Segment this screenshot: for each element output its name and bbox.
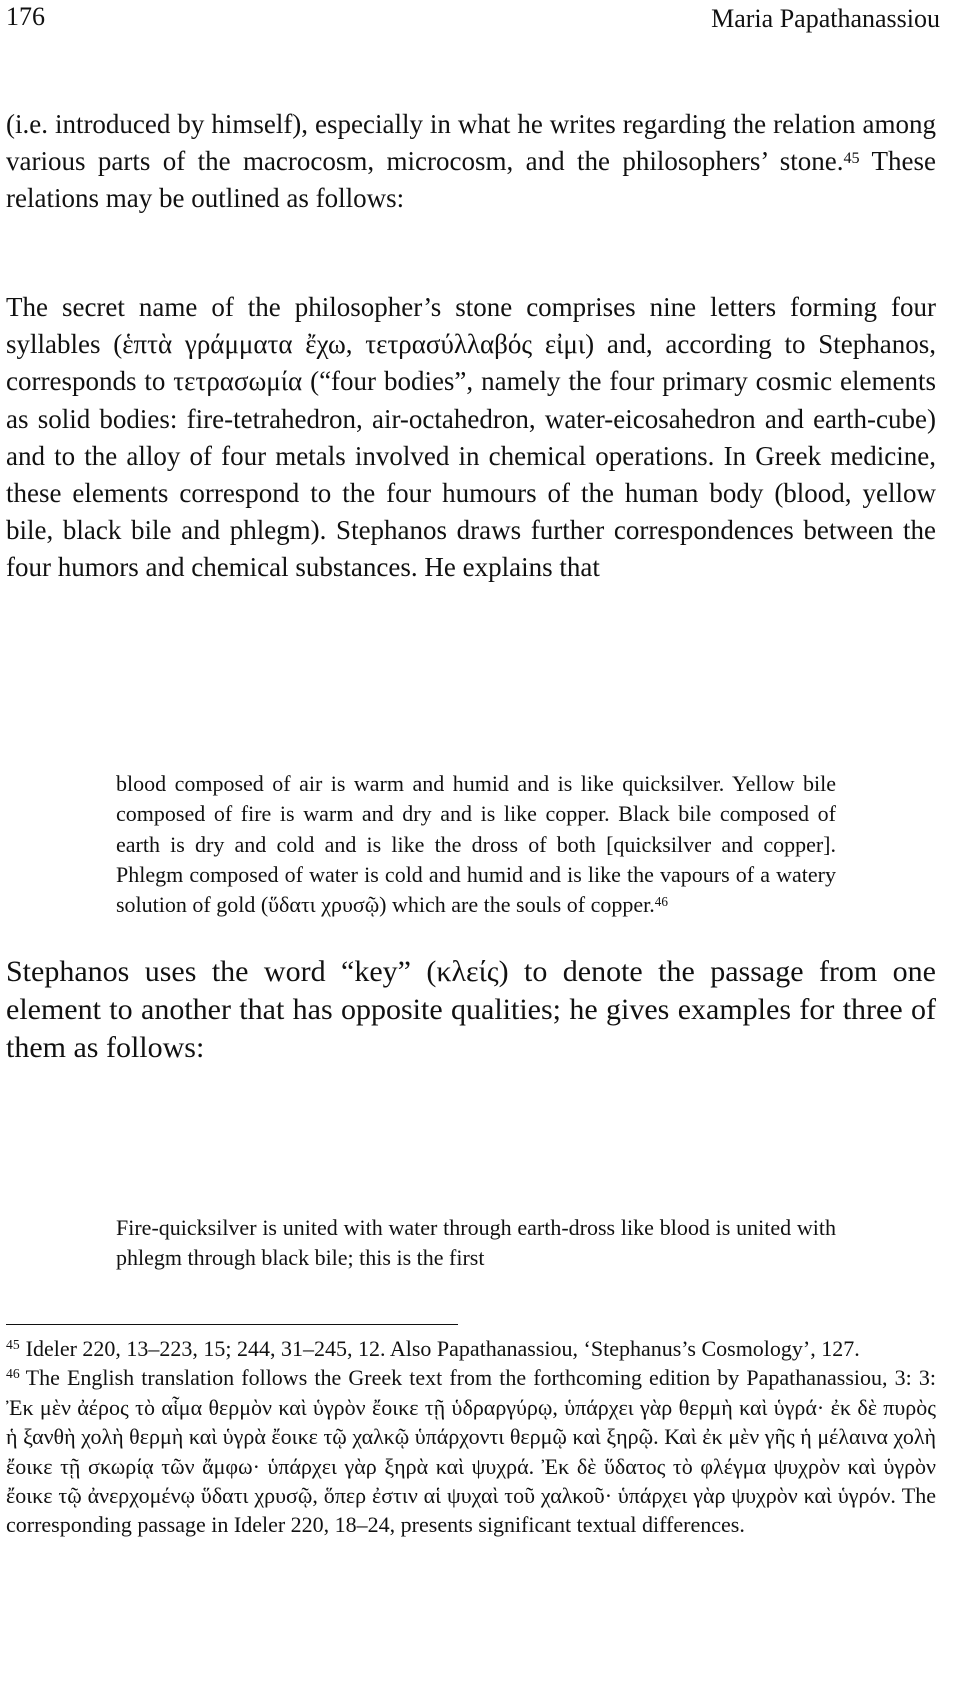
secret-name-paragraph: The secret name of the philosopher’s stone comprises nine letters forming four syllables (ἑπτὰ γράμματα ἔχω, τετρασύλλαβός εἰμι) and, according to Stephanos, corresponds to τετρασωμία (“four bodies”, namely the four primary cosmic elements as solid bodies: fire-tetrahedron, air-octahedron, water-eicosahedron and earth-cube) and to the alloy of four metals involved in chemical operations. In Greek medicine, these elements correspond to the four humours of the human body (blood, yellow bile, black bile and phlegm). Stephanos draws further correspondences between the four humors and chemical substances. He explains that [6, 292, 936, 583]
footnote-text: Ideler 220, 13–223, 15; 244, 31–245, 12. Also Papathanassiou, ‘Stephanus’s Cosmology’, 127. [25, 1336, 860, 1361]
intro-text: (i.e. introduced by himself), especially in what he writes regarding the relation among various parts of the macrocosm, microcosm, and the philosophers’ stone. [6, 109, 936, 177]
footnote-46 [6, 1363, 936, 1539]
key-paragraph: Stephanos uses the word “key” (κλείς) to denote the passage from one element to another that has opposite qualities; he gives examples for three of them as follows: [6, 955, 936, 1064]
footnote-ref-46: 46 [654, 894, 668, 910]
intro-paragraph [6, 106, 936, 218]
intro-text-continued: These relations may be outlined as follows: [6, 146, 936, 214]
footnote-ref-45: 45 [843, 148, 860, 167]
footnote-separator [6, 1324, 458, 1325]
key-block-quote: Fire-quicksilver is united with water through earth-dross like blood is united with phlegm through black bile; this is the first [116, 1215, 836, 1271]
footnote-text: The English translation follows the Greek text from the forthcoming edition by Papathanassiou, 3: 3: Ἐκ μὲν ἀέρος τὸ αἷμα θερμὸν καὶ ὑγρὸν ἔοικε τῇ ὑδραργύρῳ, ὑπάρχει γὰρ θερμὴ καὶ ὑγρά· ἐκ δὲ πυρὸς ἡ ξανθὴ χολὴ θερμὴ καὶ ὑγρὰ ἔοικε τῷ χαλκῷ ὑπάρχοντι θερμῷ καὶ ξηρῷ. Καὶ ἐκ μὲν γῆς ἡ μέλαινα χολὴ ἔοικε τῇ σκωρίᾳ τῶν ἄμφω· ὑπάρχει γὰρ ξηρὰ καὶ ψυχρά. Ἐκ δὲ ὕδατος τὸ φλέγμα ψυχρὸν καὶ ὑγρὸν ἔοικε τῷ ἀνερχομένῳ ὕδατι χρυσῷ, ὅπερ ἐστιν αἱ ψυχαὶ τοῦ χαλκοῦ· ὑπάρχει γὰρ ψυχρὸν καὶ ὑγρόν. The corresponding passage in Ideler 220, 18–24, presents significant textual differences. [6, 1365, 936, 1538]
footnote-45 [6, 1334, 936, 1363]
humours-quote-text: blood composed of air is warm and humid and is like quicksilver. Yellow bile composed of fire is warm and dry and is like copper. Black bile composed of earth is dry and cold and is like the dross of both [quicksilver and copper]. Phlegm composed of water is cold and humid and is like the vapours of a watery solution of gold (ὕδατι χρυσῷ) which are the souls of copper. [116, 771, 836, 918]
footnotes [6, 1334, 936, 1540]
page-number: 176 [6, 2, 45, 31]
page-header [0, 2, 940, 42]
footnote-mark: 45 [6, 1336, 20, 1352]
running-head-author: Maria Papathanassiou [711, 4, 940, 33]
humours-block-quote [116, 769, 836, 920]
footnote-mark: 46 [6, 1365, 20, 1381]
